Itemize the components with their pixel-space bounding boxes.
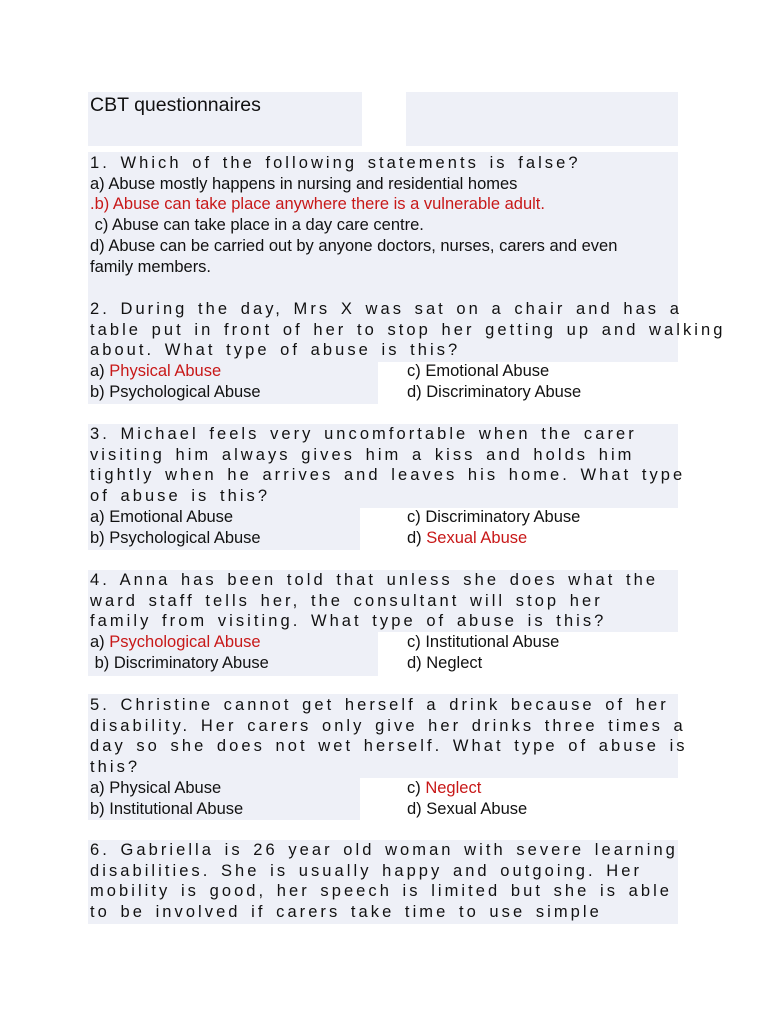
question-5-answer: Neglect <box>425 778 482 797</box>
question-3-line-4: of abuse is this? <box>90 487 271 506</box>
question-4-option-a: a) Psychological Abuse <box>90 633 261 652</box>
question-3-option-c: c) Discriminatory Abuse <box>407 507 581 526</box>
question-3-options-row-1 <box>90 507 680 528</box>
question-2-line-3: about. What type of abuse is this? <box>90 341 461 360</box>
question-5-option-c: c) Neglect <box>407 778 482 797</box>
question-3-options-row-2 <box>90 528 680 549</box>
question-1-option-d: d) Abuse can be carried out by anyone doctors, nurses, carers and even <box>90 236 618 255</box>
question-5-option-b: b) Institutional Abuse <box>90 799 244 818</box>
question-4-line-3: family from visiting. What type of abuse is this? <box>90 612 607 631</box>
question-1-option-c: c) Abuse can take place in a day care centre. <box>90 216 424 235</box>
question-4-answer: Psychological Abuse <box>109 633 261 652</box>
question-5-line-4: this? <box>90 758 141 777</box>
question-6-line-1: 6. Gabriella is 26 year old woman with severe learning <box>90 841 678 859</box>
question-2-options-row-1 <box>90 361 680 382</box>
question-2-option-c: c) Emotional Abuse <box>407 362 550 381</box>
question-4-option-b: b) Discriminatory Abuse <box>90 653 269 672</box>
question-5-line-1: 5. Christine cannot get herself a drink because of her <box>90 696 669 714</box>
question-4-line-2: ward staff tells her, the consultant will stop her <box>90 591 603 610</box>
question-2-line-2: table put in front of her to stop her getting up and walking <box>90 320 726 339</box>
question-3-option-d: d) Sexual Abuse <box>407 528 528 547</box>
question-6-line-2: disabilities. She is usually happy and outgoing. Her <box>90 861 642 880</box>
question-5-line-2: disability. Her carers only give her drinks three times a <box>90 716 686 735</box>
question-4-line-1: 4. Anna has been told that unless she does what the <box>90 571 659 589</box>
question-2-options-row-2 <box>90 382 680 403</box>
question-5 <box>90 695 688 819</box>
question-1-option-d-cont: family members. <box>90 257 212 276</box>
question-1-option-a: a) Abuse mostly happens in nursing and residential homes <box>90 174 518 193</box>
question-1-text: 1. Which of the following statements is false? <box>90 154 581 172</box>
question-4-option-c: c) Institutional Abuse <box>407 633 560 652</box>
question-2-option-d: d) Discriminatory Abuse <box>407 382 582 401</box>
question-5-option-d: d) Sexual Abuse <box>407 799 528 818</box>
question-6-line-3: mobility is good, her speech is limited but she is able <box>90 882 673 901</box>
question-3-line-2: visiting him always gives him a kiss and holds him <box>90 445 635 464</box>
question-2-line-1: 2. During the day, Mrs X was sat on a chair and has a <box>90 300 682 318</box>
question-3-line-1: 3. Michael feels very uncomfortable when the carer <box>90 425 637 443</box>
question-2 <box>90 299 726 402</box>
question-5-line-3: day so she does not wet herself. What type of abuse is <box>90 737 688 756</box>
page-title: CBT questionnaires <box>90 94 261 116</box>
question-4-option-d: d) Neglect <box>407 653 483 672</box>
question-2-option-a: a) Physical Abuse <box>90 362 222 381</box>
question-2-option-b: b) Psychological Abuse <box>90 382 261 401</box>
question-5-options-row-1 <box>90 778 680 799</box>
question-5-option-a: a) Physical Abuse <box>90 778 222 797</box>
question-3-answer: Sexual Abuse <box>426 528 528 547</box>
question-6 <box>90 840 680 923</box>
question-4-options-row-1 <box>90 632 680 653</box>
question-6-line-4: to be involved if carers take time to use simple <box>90 903 602 922</box>
question-3 <box>90 424 686 548</box>
cell-shade-empty <box>406 92 678 146</box>
question-1-option-b-answer: .b) Abuse can take place anywhere there is a vulnerable adult. <box>90 195 545 214</box>
question-2-answer: Physical Abuse <box>109 362 222 381</box>
question-3-line-3: tightly when he arrives and leaves his home. What type <box>90 466 686 485</box>
question-1 <box>90 153 680 277</box>
question-4 <box>90 570 680 673</box>
question-5-options-row-2 <box>90 799 680 820</box>
question-3-option-b: b) Psychological Abuse <box>90 528 261 547</box>
question-3-option-a: a) Emotional Abuse <box>90 507 234 526</box>
question-4-options-row-2 <box>90 653 680 674</box>
